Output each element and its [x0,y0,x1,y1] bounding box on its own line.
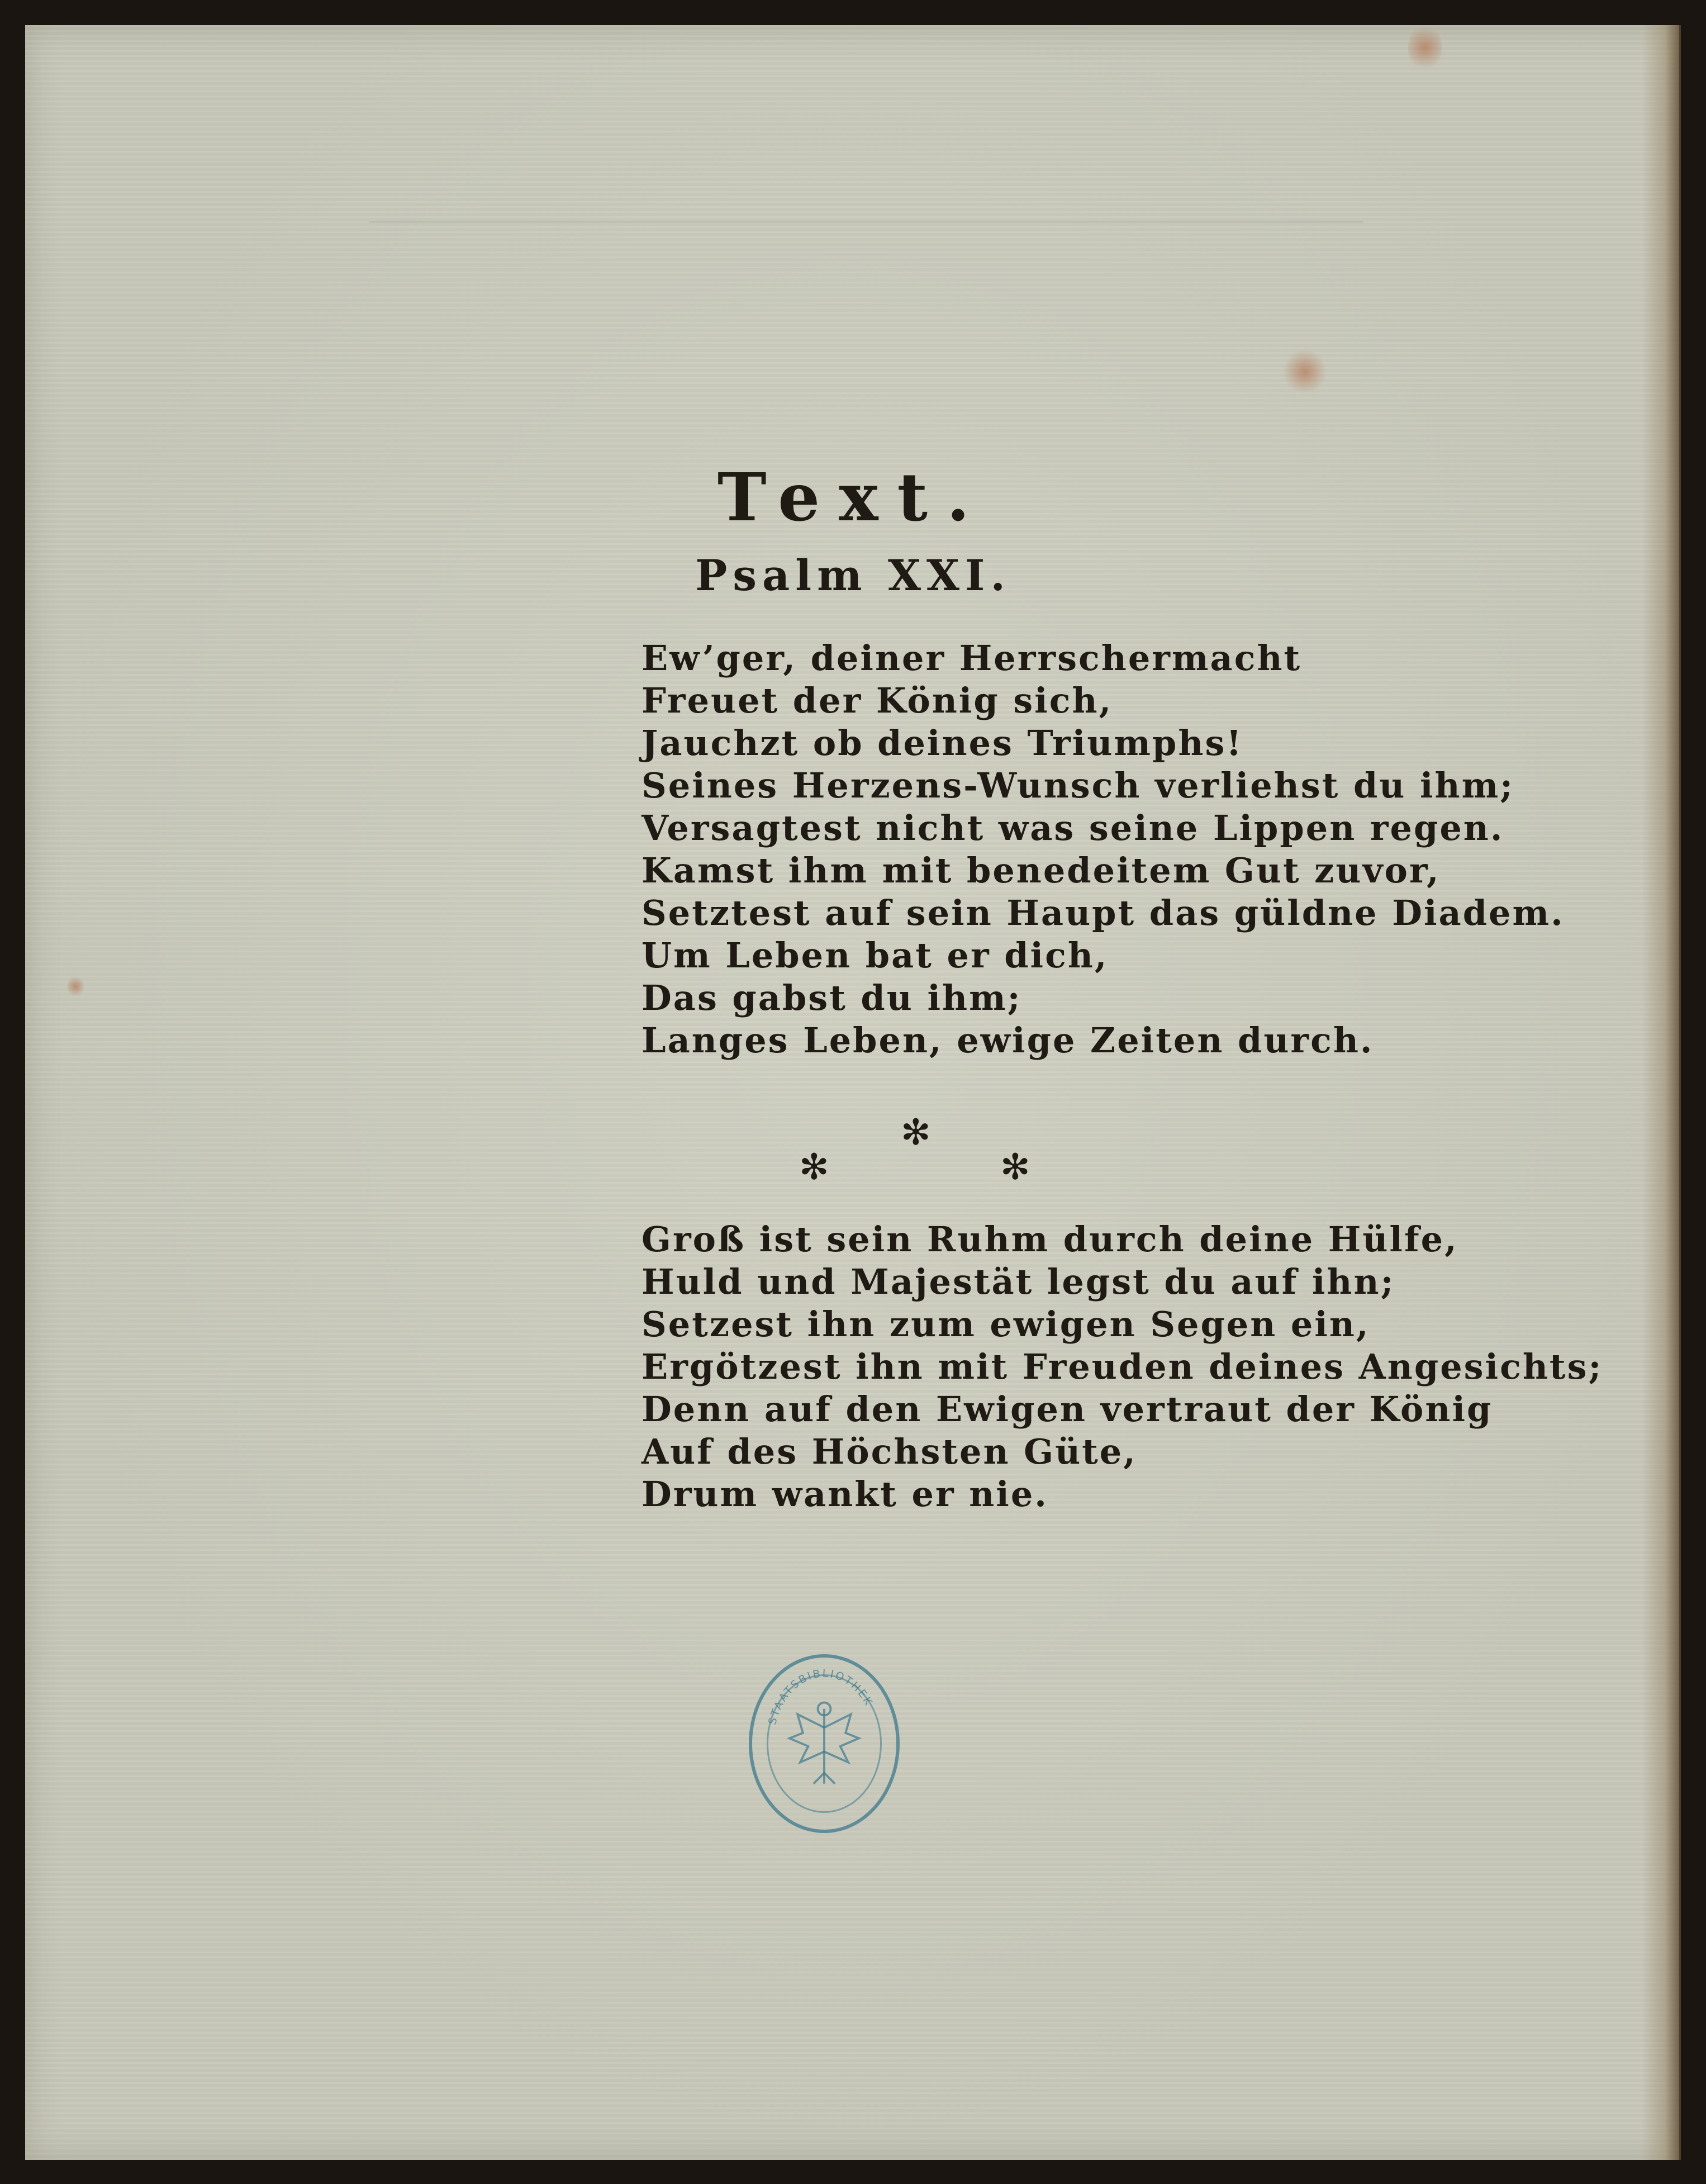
verse-line: Ew’ger, deiner Herrschermacht [641,638,1302,678]
verse-line: Ergötzest ihn mit Freuden deines Angesichts; [641,1346,1603,1387]
asterisk-icon: ✻ [1000,1147,1030,1188]
asterisk-icon: ✻ [799,1147,829,1188]
psalm-heading: Psalm XXI. [695,550,1011,600]
asterism-separator [0,1112,1706,1190]
stanza-2 [641,1218,1603,1516]
verse-line: Setzest ihn zum ewigen Segen ein, [641,1304,1370,1345]
verse-line: Freuet der König sich, [641,680,1113,721]
verse-line: Kamst ihm mit benedeitem Gut zuvor, [641,850,1441,891]
verse-line: Versagtest nicht was seine Lippen regen. [641,808,1504,848]
library-stamp [749,1654,900,1833]
stamp-text: STAATSBIBLIOTHEK [766,1667,876,1726]
verse-line: Drum wankt er nie. [641,1474,1048,1514]
verse-line: Das gabst du ihm; [641,977,1022,1018]
verse-line: Um Leben bat er dich, [641,935,1109,976]
stanza-1 [641,637,1565,1062]
page-title: Text. [717,458,989,536]
verse-line: Groß ist sein Ruhm durch deine Hülfe, [641,1219,1458,1260]
asterisk-icon: ✻ [901,1112,931,1153]
verse-line: Langes Leben, ewige Zeiten durch. [641,1020,1374,1061]
verse-line: Setztest auf sein Haupt das güldne Diadem. [641,892,1565,933]
verse-line: Denn auf den Ewigen vertraut der König [641,1389,1493,1430]
eagle-emblem-icon [752,1658,896,1830]
verse-line: Jauchzt ob deines Triumphs! [641,723,1243,763]
verse-line: Auf des Höchsten Güte, [641,1431,1137,1472]
verse-line: Huld und Majestät legst du auf ihn; [641,1261,1395,1302]
verse-line: Seines Herzens-Wunsch verliehst du ihm; [641,765,1515,806]
